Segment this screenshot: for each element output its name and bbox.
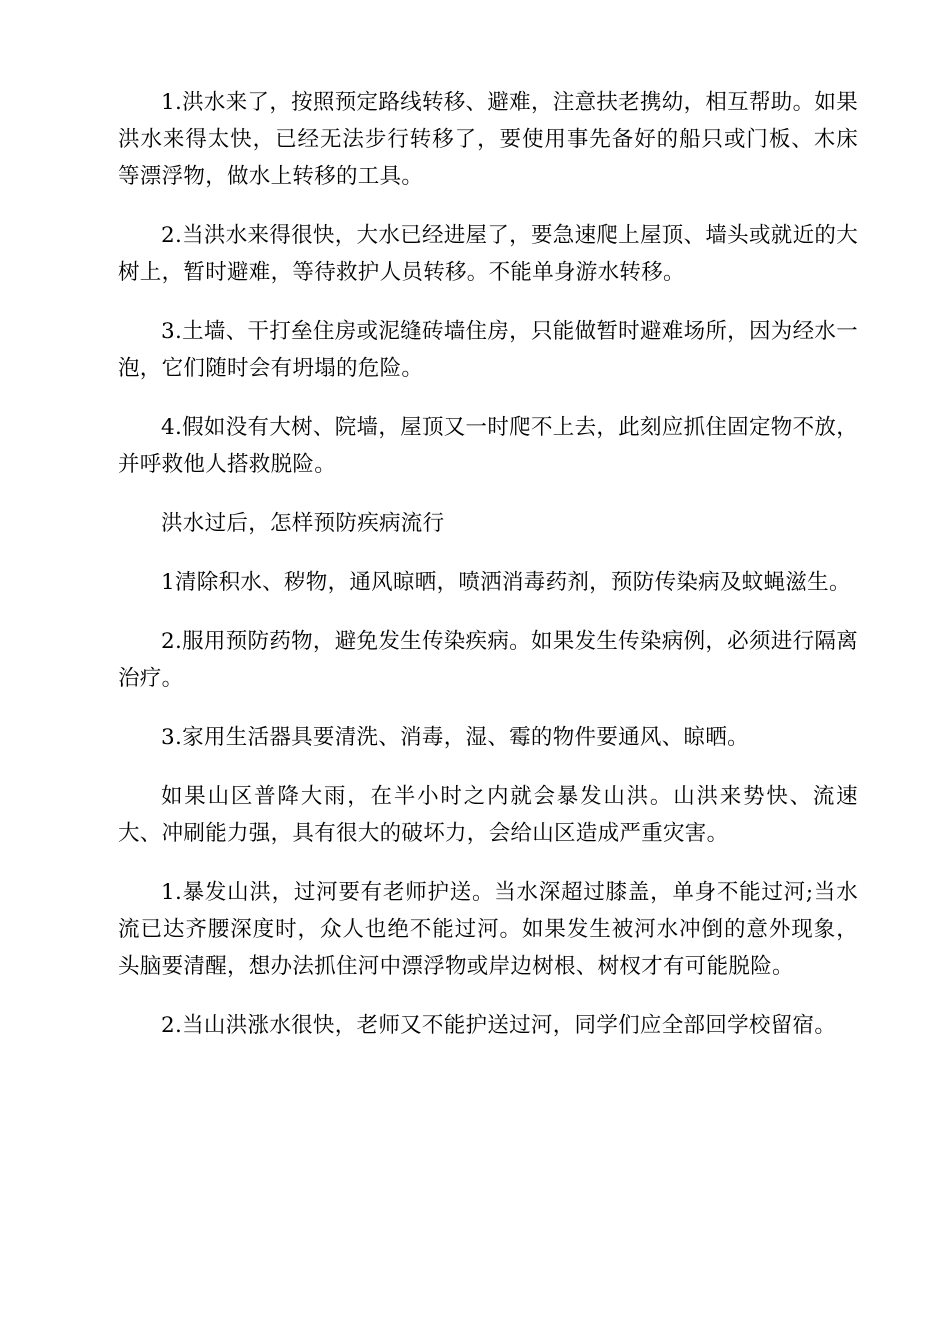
paragraph: 2.当山洪涨水很快，老师又不能护送过河，同学们应全部回学校留宿。 bbox=[161, 1013, 837, 1038]
section-heading: 洪水过后，怎样预防疾病流行 bbox=[161, 511, 445, 536]
paragraph: 2.服用预防药物，避免发生传染疾病。如果发生传染病例，必须进行隔离治疗。 bbox=[118, 629, 858, 691]
paragraph: 2.当洪水来得很快，大水已经进屋了，要急速爬上屋顶、墙头或就近的大树上，暂时避难，等待救护人员转移。不能单身游水转移。 bbox=[118, 223, 858, 285]
paragraph: 3.家用生活器具要清洗、消毒，湿、霉的物件要通风、晾晒。 bbox=[161, 725, 749, 750]
paragraph: 1.暴发山洪，过河要有老师护送。当水深超过膝盖，单身不能过河;当水流已达齐腰深度时，众人也绝不能过河。如果发生被河水冲倒的意外现象，头脑要清醒，想办法抓住河中漂浮物或岸边树根、树杈才有可能脱险。 bbox=[118, 880, 858, 979]
document-body bbox=[118, 84, 858, 1066]
paragraph: 1.洪水来了，按照预定路线转移、避难，注意扶老携幼，相互帮助。如果洪水来得太快，已经无法步行转移了，要使用事先备好的船只或门板、木床等漂浮物，做水上转移的工具。 bbox=[118, 90, 858, 189]
paragraph: 1清除积水、秽物，通风晾晒，喷洒消毒药剂，预防传染病及蚊蝇滋生。 bbox=[161, 570, 851, 595]
paragraph: 如果山区普降大雨，在半小时之内就会暴发山洪。山洪来势快、流速大、冲刷能力强，具有很大的破坏力，会给山区造成严重灾害。 bbox=[118, 784, 858, 846]
paragraph: 3.土墙、干打垒住房或泥缝砖墙住房，只能做暂时避难场所，因为经水一泡，它们随时会有坍塌的危险。 bbox=[118, 319, 858, 381]
paragraph: 4.假如没有大树、院墙，屋顶又一时爬不上去，此刻应抓住固定物不放，并呼救他人搭救脱险。 bbox=[118, 415, 858, 477]
